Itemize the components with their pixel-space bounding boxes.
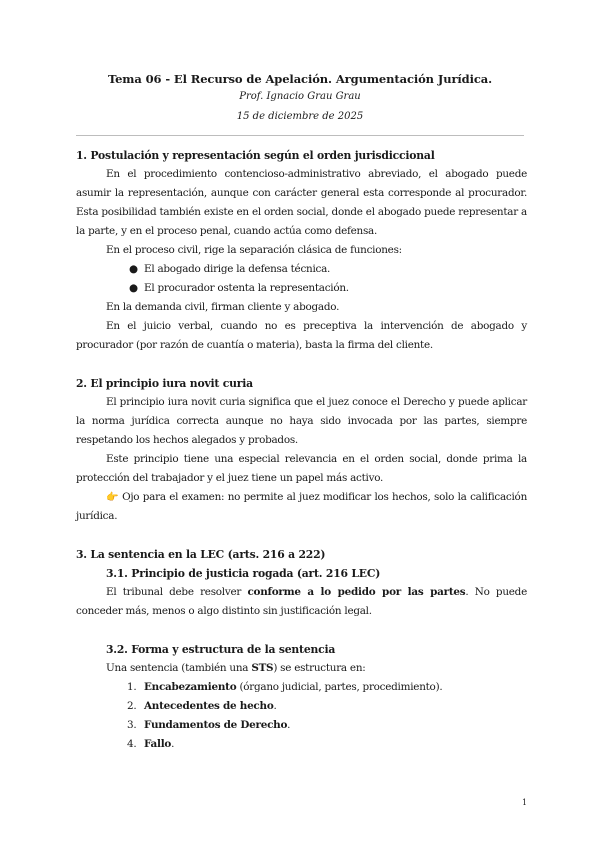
list-item-text: El procurador ostenta la representación. (144, 282, 349, 294)
list-number: 2. (127, 700, 137, 712)
section-1-paragraph-2: En el proceso civil, rige la separación clásica de funciones: (106, 244, 402, 256)
text-run: . (287, 719, 291, 731)
exam-note-text: Ojo para el examen: no permite al juez modificar los hechos, solo la calificación jurídica. (76, 491, 528, 522)
text-run: . No puede conceder más, menos o algo distinto sin justificación legal. (76, 586, 527, 617)
section-1-paragraph-1: En el procedimiento contencioso-administrativo abreviado, el abogado puede asumir la representación, aunque con carácter general esta corresponde al procurador. Esta posibilidad también existe en el orden social, donde el abogado puede representar a la parte, y en el proceso penal, cuando actúa como defensa. (76, 168, 527, 237)
section-1-paragraph-3: En la demanda civil, firman cliente y abogado. (106, 301, 340, 313)
emphasis-text: STS (251, 662, 274, 674)
list-item (76, 716, 527, 735)
document-title: Tema 06 - El Recurso de Apelación. Argumentación Jurídica. (107, 72, 493, 86)
section-1-bullet-list (76, 260, 527, 298)
document-date: 15 de diciembre de 2025 (236, 111, 364, 122)
header-divider (76, 135, 524, 136)
section-1-paragraph-4: En el juicio verbal, cuando no es preceptiva la intervención de abogado y procurador (por razón de cuantía o materia), basta la firma del cliente. (76, 320, 527, 351)
text-run: ) se estructura en: (273, 662, 366, 674)
list-item (76, 279, 527, 298)
subsection-3-1-heading: 3.1. Principio de justicia rogada (art. 216 LEC) (106, 567, 381, 580)
section-2-heading: 2. El principio iura novit curia (76, 377, 253, 390)
subsection-3-2-intro (76, 659, 527, 678)
emphasis-text: Fundamentos de Derecho (144, 719, 288, 731)
sentence-structure-list (76, 678, 527, 754)
text-run: . (273, 700, 277, 712)
text-run: (órgano judicial, partes, procedimiento). (236, 681, 443, 693)
section-3-heading: 3. La sentencia en la LEC (arts. 216 a 222) (76, 548, 326, 561)
page-number: 1 (522, 798, 528, 807)
emphasis-text: Antecedentes de hecho (144, 700, 274, 712)
list-item (76, 678, 527, 697)
section-2-paragraph-1: El principio iura novit curia significa que el juez conoce el Derecho y puede aplicar la norma jurídica correcta aunque no haya sido invocada por las partes, siempre respetando los hechos alegados y probados. (76, 396, 527, 446)
subsection-3-2-heading: 3.2. Forma y estructura de la sentencia (106, 643, 336, 656)
emphasis-text: Encabezamiento (144, 681, 237, 693)
list-item-text: El abogado dirige la defensa técnica. (144, 263, 331, 275)
list-number: 3. (127, 719, 137, 731)
section-1-heading: 1. Postulación y representación según el orden jurisdiccional (76, 149, 435, 162)
list-item (76, 697, 527, 716)
list-item (76, 735, 527, 754)
list-number: 4. (127, 738, 137, 750)
document-body (76, 146, 527, 754)
text-run: Una sentencia (también una (106, 662, 252, 674)
list-number: 1. (127, 681, 137, 693)
text-run: . (171, 738, 175, 750)
document-author: Prof. Ignacio Grau Grau (239, 91, 361, 102)
text-run: El tribunal debe resolver (106, 586, 248, 598)
emphasis-text: Fallo (144, 738, 172, 750)
subsection-3-1-paragraph (76, 583, 527, 621)
list-item (76, 260, 527, 279)
pointing-hand-icon: 👉 (106, 492, 119, 503)
spacer (76, 621, 527, 640)
exam-note (76, 488, 527, 526)
spacer (76, 526, 527, 545)
bullet-icon: ● (129, 282, 138, 294)
bullet-icon: ● (129, 263, 138, 275)
spacer (76, 355, 527, 374)
section-2-paragraph-2: Este principio tiene una especial relevancia en el orden social, donde prima la protección del trabajador y el juez tiene un papel más activo. (76, 453, 527, 484)
emphasis-text: conforme a lo pedido por las partes (247, 586, 466, 598)
